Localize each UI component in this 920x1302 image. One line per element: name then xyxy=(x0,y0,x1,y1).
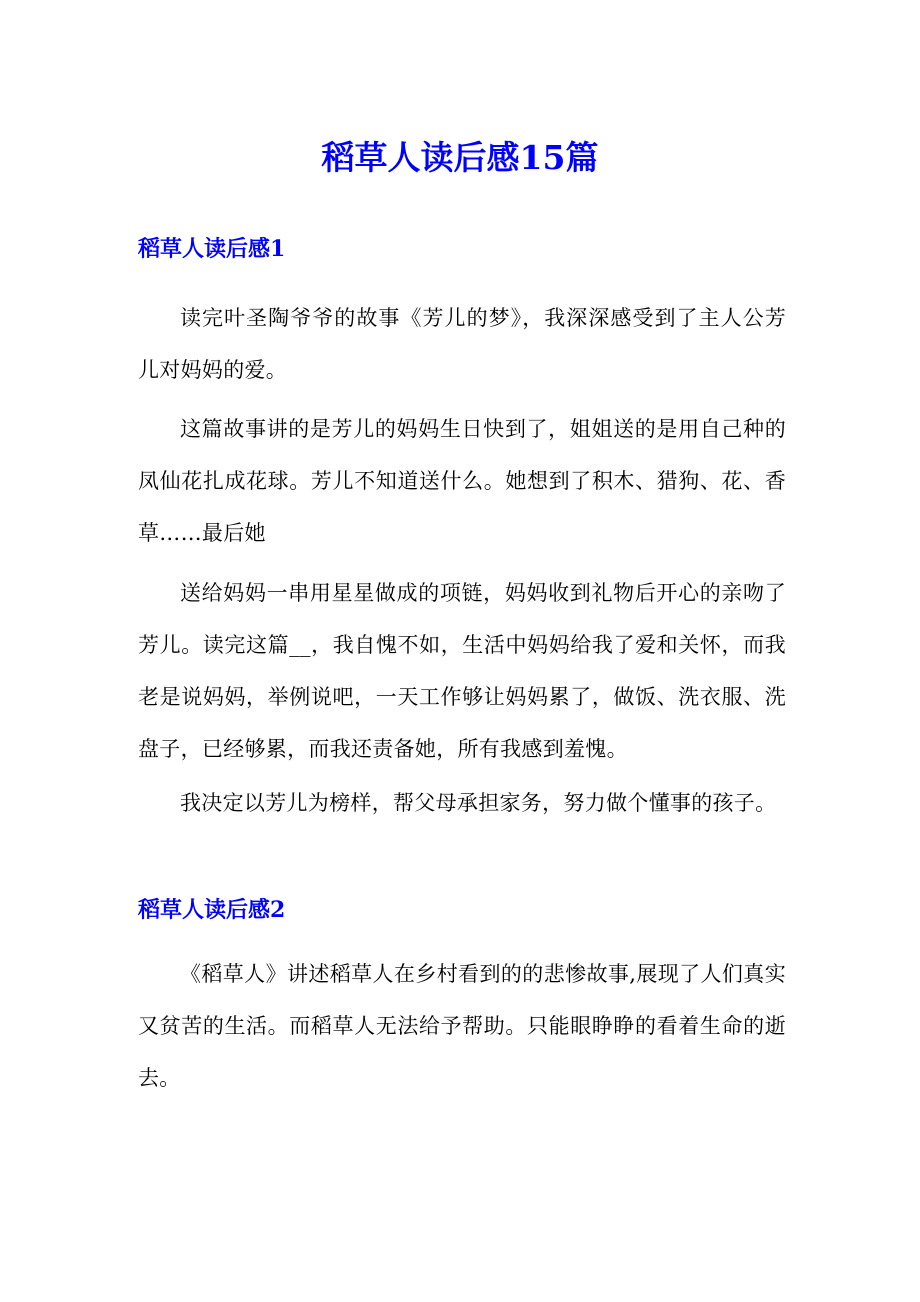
document-title: 稻草人读后感15篇 xyxy=(321,138,599,177)
section-1-paragraph-3: 送给妈妈一串用星星做成的项链，妈妈收到礼物后开心的亲吻了芳儿。读完这篇__，我自愧不如，生活中妈妈给我了爱和关怀，而我老是说妈妈，举例说吧，一天工作够让妈妈累了，做饭、洗衣服、洗盘子，已经够累，而我还责备她，所有我感到羞愧。 xyxy=(138,581,786,761)
section-1-paragraph-4: 我决定以芳儿为榜样，帮父母承担家务，努力做个懂事的孩子。 xyxy=(180,791,777,815)
section-heading-2: 稻草人读后感2 xyxy=(138,897,286,923)
section-heading-1: 稻草人读后感1 xyxy=(138,236,286,262)
section-1-paragraph-1: 读完叶圣陶爷爷的故事《芳儿的梦》，我深深感受到了主人公芳儿对妈妈的爱。 xyxy=(138,306,786,382)
section-1-paragraph-2: 这篇故事讲的是芳儿的妈妈生日快到了，姐姐送的是用自己种的凤仙花扎成花球。芳儿不知道送什么。她想到了积木、猎狗、花、香草……最后她 xyxy=(138,417,786,545)
section-2-paragraph-1: 《稻草人》讲述稻草人在乡村看到的的悲惨故事,展现了人们真实又贫苦的生活。而稻草人无法给予帮助。只能眼睁睁的看着生命的逝去。 xyxy=(138,962,786,1090)
